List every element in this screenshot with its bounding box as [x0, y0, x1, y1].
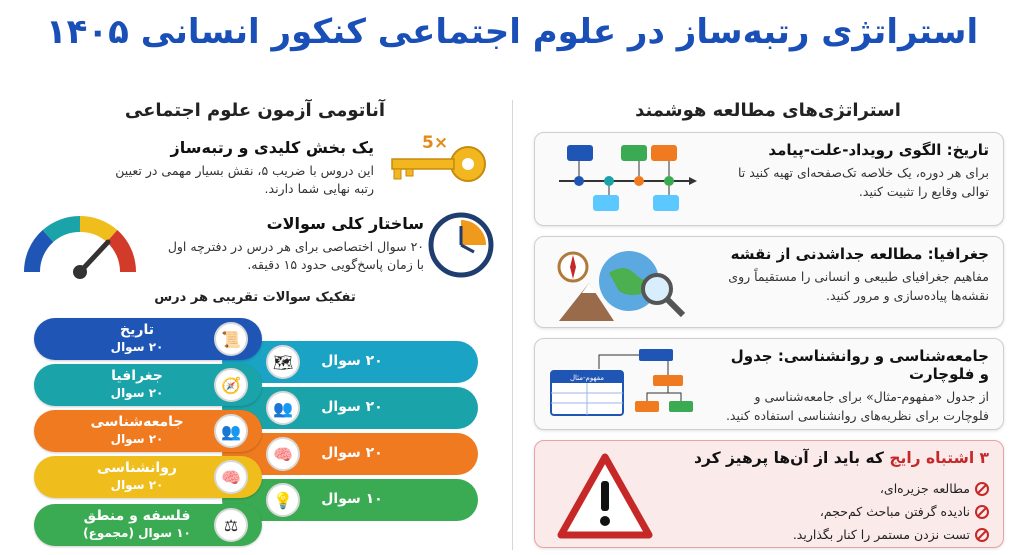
lightbulb-icon: 💡: [266, 483, 300, 517]
card-history-title: تاریخ: الگوی رویداد-علت-پیامد: [768, 141, 989, 159]
brain-icon: 🧠: [266, 437, 300, 471]
key-icon: [382, 130, 494, 188]
warning-item: تست نزدن مستمر را کنار بگذارید.: [793, 523, 989, 546]
people-network-icon: 👥: [266, 391, 300, 425]
clock-icon: [428, 212, 494, 278]
structure-desc: ۲۰ سوال اختصاصی برای هر درس در دفترچه اول با زمان پاسخ‌گویی حدود ۱۵ دقیقه.: [167, 239, 424, 272]
questions-pill: ۲۰ سوال: [222, 433, 478, 475]
warning-title: ۳ اشتباه رایج که باید از آن‌ها پرهیز کرد: [693, 449, 989, 467]
card-sociology-title: جامعه‌شناسی و روانشناسی: جدول و فلوچارت: [730, 347, 989, 383]
subject-pill-psychology: روانشناسی ۲۰ سوال: [34, 456, 262, 498]
head-icon: 🧠: [214, 460, 248, 494]
warning-card: [534, 440, 1004, 548]
card-geography-desc: مفاهیم جغرافیای طبیعی و انسانی را مستقیماً روی نقشه‌ها پیاده‌سازی و مرور کنید.: [728, 269, 989, 303]
map-icon: 🗺: [266, 345, 300, 379]
table-header-label: مفهوم-مثال: [569, 374, 605, 382]
warning-icon: [557, 453, 653, 539]
strategies-heading: استراتژی‌های مطالعه هوشمند: [635, 100, 901, 121]
card-geography-title: جغرافیا: مطالعه جداشدنی از نقشه: [730, 245, 989, 263]
structure-title: ساختار کلی سوالات: [266, 214, 424, 233]
subject-pill-sociology: جامعه‌شناسی ۲۰ سوال: [34, 410, 262, 452]
questions-pill: ۲۰ سوال: [222, 387, 478, 429]
card-history-desc: برای هر دوره، یک خلاصه تک‌صفحه‌ای تهیه کنید تا توالی وقایع را تثبیت کنید.: [738, 165, 989, 199]
warning-item: نادیده گرفتن مباحث کم‌حجم،: [793, 500, 989, 523]
ban-icon: [975, 528, 989, 542]
scroll-icon: 📜: [214, 322, 248, 356]
questions-pill: ۲۰ سوال: [222, 341, 478, 383]
column-divider: [512, 100, 513, 550]
subject-pill-history: تاریخ ۲۰ سوال: [34, 318, 262, 360]
questions-pill: ۱۰ سوال: [222, 479, 478, 521]
card-sociology: [534, 338, 1004, 430]
warning-list: [793, 477, 989, 546]
people-icon: 👥: [214, 414, 248, 448]
breakdown-title: تفکیک سوالات تقریبی هر درس: [154, 290, 356, 305]
ban-icon: [975, 482, 989, 496]
flowchart-icon: [549, 345, 699, 425]
warning-item: مطالعه جزیره‌ای،: [793, 477, 989, 500]
subject-pill-geography: جغرافیا ۲۰ سوال: [34, 364, 262, 406]
timeline-icon: [549, 139, 699, 219]
page-title: استراتژی رتبه‌ساز در علوم اجتماعی کنکور انسانی ۱۴۰۵: [45, 12, 979, 52]
anatomy-heading: آناتومی آزمون علوم اجتماعی: [124, 100, 386, 121]
key-section-title: یک بخش کلیدی و رتبه‌ساز: [170, 138, 374, 157]
subject-pill-philosophy: فلسفه و منطق ۱۰ سوال (مجموع): [34, 504, 262, 546]
key-section-desc: این دروس با ضریب ۵، نقش بسیار مهمی در تعیین رتبه نهایی شما دارند.: [115, 163, 374, 196]
card-sociology-desc: از جدول «مفهوم-مثال» برای جامعه‌شناسی و فلوچارت برای نظریه‌های روانشناسی استفاده کنید.: [725, 389, 989, 423]
compass-icon: 🧭: [214, 368, 248, 402]
multiplier-label: 5×: [422, 133, 449, 153]
gauge-icon: [22, 210, 138, 280]
card-history: [534, 132, 1004, 226]
scales-icon: ⚖: [214, 508, 248, 542]
globe-icon: [549, 243, 699, 323]
ban-icon: [975, 505, 989, 519]
card-geography: [534, 236, 1004, 328]
